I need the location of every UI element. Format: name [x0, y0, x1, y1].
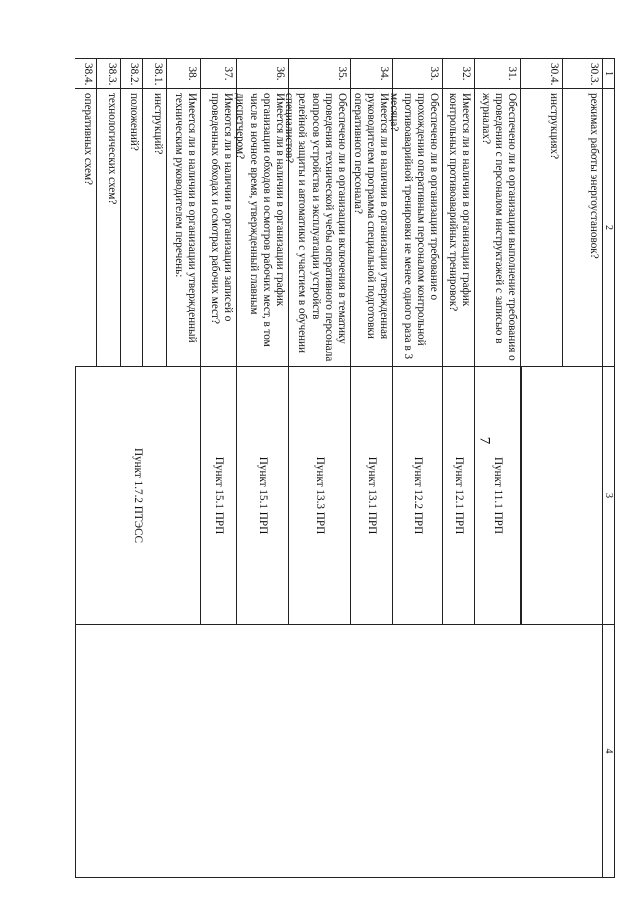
row-question: Обеспечено ли в организации требование о прохождении оперативным персоналом контрольной противоаварийной тренировки не менее одного раза в 3 месяца?	[393, 88, 442, 366]
row-number: 38.1.	[143, 58, 166, 88]
notes-column-merged	[75, 624, 603, 878]
row-question: Имеется ли в наличии в организации график контрольных противоаварийных тренировок?	[443, 88, 474, 366]
row-reference: Пункт 13.1 ПРП	[351, 366, 392, 624]
row-number: 35.	[289, 58, 350, 88]
row-reference: Пункт 15.1 ПРП	[237, 366, 288, 624]
row-number: 30.3.	[563, 58, 602, 88]
page-number: 7	[476, 436, 493, 445]
reference-merged-top	[521, 366, 603, 624]
row-question: Обеспечено ли в организации выполнение требования о проведении с персоналом инструктажей с записью в журналах?	[475, 88, 520, 366]
row-reference: Пункт 11.1 ПРП	[475, 366, 520, 624]
header-col-3: 3	[603, 366, 614, 624]
header-col-1: 1	[603, 58, 614, 88]
header-row	[603, 58, 615, 878]
header-col-2: 2	[603, 88, 614, 366]
header-col-4: 4	[603, 624, 614, 878]
row-question: оперативных схем?	[75, 88, 96, 366]
row-question: Имеется ли в наличии в организации утвержденная руководителем программа специальной подготовки оперативного персонала?	[351, 88, 392, 366]
row-question: инструкций?	[143, 88, 166, 366]
row-question: положений?	[121, 88, 142, 366]
row-number: 31.	[475, 58, 520, 88]
row-question: инструкциях?	[521, 88, 562, 366]
row-reference: Пункт 13.3 ПРП	[289, 366, 350, 624]
row-reference: Пункт 15.1 ПРП	[201, 366, 236, 624]
row-number: 36.	[237, 58, 288, 88]
row-reference: Пункт 12.1 ПРП	[443, 366, 474, 624]
row-number: 33.	[393, 58, 442, 88]
rotated-table-frame	[75, 58, 615, 878]
row-number: 30.4.	[521, 58, 562, 88]
row-reference: Пункт 12.2 ПРП	[393, 366, 442, 624]
row-question: Имеется ли в наличии в организации утвержденный техническим руководителем перечень:	[167, 88, 200, 366]
row-question: режимах работы энергоустановок?	[563, 88, 602, 366]
row-question: Имеется ли в наличии в организации график организации обходов и осмотров рабочих мест, в том числе в ночное время, утвержденный главным диспетчером?	[237, 88, 288, 366]
row-number: 32.	[443, 58, 474, 88]
row-question: Обеспечено ли в организации включения в тематику проведения технической учебы оперативного персонала вопросов устройства и эксплуатации устройств релейной защиты и автоматики с участием в обучении специалистов?	[289, 88, 350, 366]
row-number: 38.4.	[75, 58, 96, 88]
row-question: технологических схем?	[97, 88, 120, 366]
row-number: 37.	[201, 58, 236, 88]
reference-merged-cell: Пункт 1.7.2 ПТЭСС	[75, 366, 201, 624]
checklist-table	[75, 58, 615, 878]
row-number: 34.	[351, 58, 392, 88]
row-number: 38.	[167, 58, 200, 88]
row-question: Имеются ли в наличии в организации записей о проведенных обходах и осмотрах рабочих мест?	[201, 88, 236, 366]
row-number: 38.3.	[97, 58, 120, 88]
row-number: 38.2.	[121, 58, 142, 88]
